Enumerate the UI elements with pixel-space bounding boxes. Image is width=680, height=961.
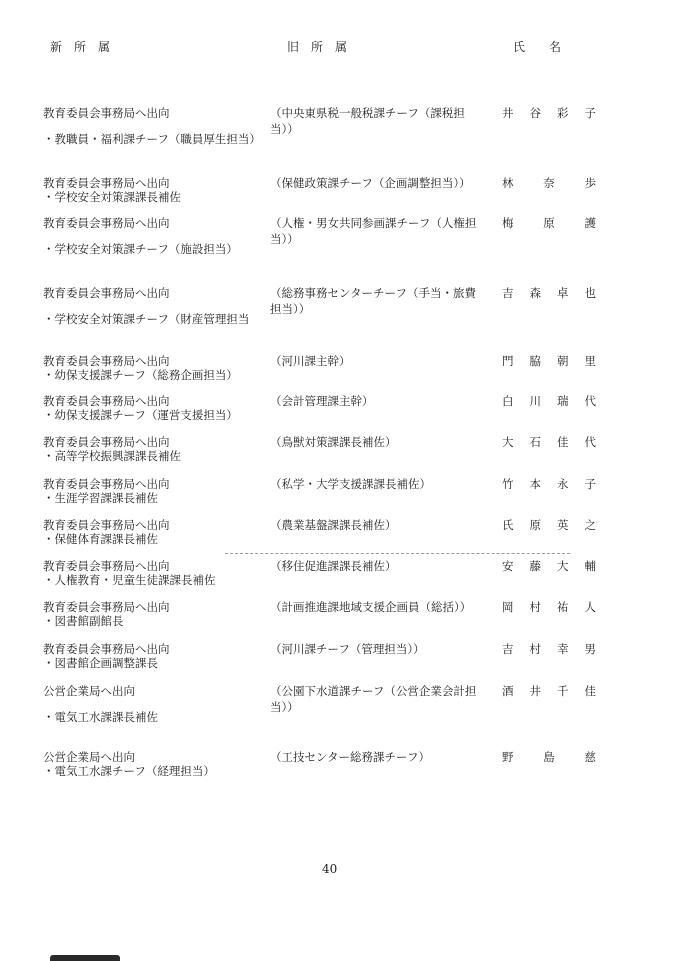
name-char: 子 (584, 477, 596, 491)
person-name (502, 353, 596, 369)
new-affiliation (43, 353, 258, 383)
header-old-affiliation: 旧 所 属 (287, 40, 348, 54)
name-char: 代 (584, 394, 596, 408)
name-char: 竹 (502, 477, 514, 491)
person-name (502, 641, 596, 657)
name-char: 脇 (529, 354, 541, 368)
name-char: 千 (557, 684, 569, 698)
old-affiliation: （農業基盤課課長補佐） (270, 518, 397, 532)
new-affiliation (43, 434, 258, 464)
new-affiliation-post: ・生涯学習課課長補佐 (43, 491, 158, 505)
new-affiliation-dept: 教育委員会事務局へ出向 (43, 642, 170, 656)
person-name (502, 476, 596, 492)
old-affiliation: （会計管理課主幹） (270, 394, 374, 408)
person-name (502, 517, 596, 533)
name-char: 輔 (584, 559, 596, 573)
name-char: 林 (502, 176, 514, 190)
person-name (502, 393, 596, 409)
header-new-affiliation: 新 所 属 (50, 40, 111, 54)
old-affiliation: （計画推進課地域支援企画員（総括）） (270, 600, 472, 614)
name-char: 吉 (502, 642, 514, 656)
name-char: 白 (502, 394, 514, 408)
old-affiliation: （中央東県税一般税課チーフ（課税担当）） (270, 106, 465, 136)
new-affiliation-post: ・幼保支援課チーフ（運営支援担当） (43, 408, 238, 422)
new-affiliation-post: ・図書館副館長 (43, 614, 124, 628)
new-affiliation-post: ・学校安全対策課課長補佐 (43, 190, 181, 204)
new-affiliation (43, 683, 258, 725)
new-affiliation-dept: 教育委員会事務局へ出向 (43, 477, 170, 491)
new-affiliation (43, 749, 258, 779)
name-char: 川 (529, 394, 541, 408)
new-affiliation-dept: 教育委員会事務局へ出向 (43, 559, 170, 573)
old-affiliation: （鳥獣対策課課長補佐） (270, 435, 397, 449)
new-affiliation-dept: 教育委員会事務局へ出向 (43, 216, 170, 230)
new-affiliation-dept: 公営企業局へ出向 (43, 684, 135, 698)
new-affiliation-post: ・幼保支援課チーフ（総務企画担当） (43, 368, 238, 382)
name-char: 野 (502, 750, 514, 764)
new-affiliation-dept: 教育委員会事務局へ出向 (43, 286, 170, 300)
name-char: 吉 (502, 286, 514, 300)
new-affiliation-dept: 教育委員会事務局へ出向 (43, 106, 170, 120)
new-affiliation-dept: 公営企業局へ出向 (43, 750, 135, 764)
name-char: 人 (584, 600, 596, 614)
name-char: 奈 (543, 176, 555, 190)
new-affiliation (43, 393, 258, 423)
name-char: 島 (543, 750, 555, 764)
new-affiliation (43, 641, 258, 671)
new-affiliation-post: ・高等学校振興課課長補佐 (43, 449, 181, 463)
name-char: 村 (529, 600, 541, 614)
person-name (502, 599, 596, 615)
new-affiliation-dept: 教育委員会事務局へ出向 (43, 600, 170, 614)
new-affiliation-dept: 教育委員会事務局へ出向 (43, 518, 170, 532)
person-name (502, 285, 596, 301)
scan-artifact-line (225, 553, 570, 554)
name-char: 祐 (557, 600, 569, 614)
name-char: 英 (557, 518, 569, 532)
new-affiliation-post: ・電気工水課チーフ（経理担当） (43, 764, 215, 778)
name-char: 卓 (557, 286, 569, 300)
old-affiliation: （私学・大学支援課課長補佐） (270, 477, 431, 491)
new-affiliation (43, 558, 258, 588)
new-affiliation (43, 215, 258, 257)
new-affiliation-post: ・図書館企画調整課長 (43, 656, 158, 670)
new-affiliation (43, 105, 261, 147)
person-name (502, 683, 596, 699)
new-affiliation-post: ・学校安全対策課チーフ（財産管理担当 (43, 312, 250, 326)
name-char: 子 (584, 106, 596, 120)
new-affiliation (43, 476, 258, 506)
name-char: 佳 (584, 684, 596, 698)
new-affiliation-post: ・学校安全対策課チーフ（施設担当） (43, 242, 238, 256)
old-affiliation: （河川課主幹） (270, 354, 351, 368)
old-affiliation: （河川課チーフ（管理担当）） (270, 642, 425, 656)
name-char: 井 (502, 106, 514, 120)
new-affiliation (43, 517, 258, 547)
name-char: 之 (584, 518, 596, 532)
person-name (502, 215, 596, 231)
scan-edge-mark (50, 955, 120, 961)
old-affiliation: （工技センター総務課チーフ） (270, 750, 430, 764)
new-affiliation-dept: 教育委員会事務局へ出向 (43, 354, 170, 368)
name-char: 男 (584, 642, 596, 656)
name-char: 朝 (557, 354, 569, 368)
new-affiliation-dept: 教育委員会事務局へ出向 (43, 394, 170, 408)
old-affiliation: （人権・男女共同参画課チーフ（人権担当）） (270, 216, 477, 246)
name-char: 井 (529, 684, 541, 698)
name-char: 村 (529, 642, 541, 656)
name-char: 谷 (529, 106, 541, 120)
name-char: 原 (543, 216, 555, 230)
name-char: 護 (584, 216, 596, 230)
old-affiliation: （公園下水道課チーフ（公営企業会計担当）） (270, 684, 477, 714)
name-char: 本 (529, 477, 541, 491)
page-number: 40 (322, 862, 338, 876)
name-char: 慈 (584, 750, 596, 764)
name-char: 安 (502, 559, 514, 573)
name-char: 彩 (557, 106, 569, 120)
old-affiliation: （総務事務センターチーフ（手当・旅費担当）） (270, 286, 476, 316)
name-char: 也 (584, 286, 596, 300)
new-affiliation-post: ・保健体育課課長補佐 (43, 532, 158, 546)
new-affiliation (43, 285, 258, 327)
new-affiliation-post: ・電気工水課課長補佐 (43, 710, 158, 724)
person-name (502, 558, 596, 574)
name-char: 梅 (502, 216, 514, 230)
new-affiliation-dept: 教育委員会事務局へ出向 (43, 176, 170, 190)
new-affiliation (43, 175, 258, 205)
name-char: 原 (529, 518, 541, 532)
person-name (502, 175, 596, 191)
name-char: 酒 (502, 684, 514, 698)
name-char: 森 (529, 286, 541, 300)
new-affiliation-post: ・教職員・福利課チーフ（職員厚生担当） (43, 132, 261, 146)
person-name (502, 749, 596, 765)
name-char: 大 (502, 435, 514, 449)
old-affiliation: （移住促進課課長補佐） (270, 559, 397, 573)
name-char: 氏 (502, 518, 514, 532)
person-name (502, 434, 596, 450)
old-affiliation: （保健政策課チーフ（企画調整担当）） (270, 176, 471, 190)
new-affiliation-dept: 教育委員会事務局へ出向 (43, 435, 170, 449)
name-char: 里 (584, 354, 596, 368)
new-affiliation (43, 599, 258, 629)
name-char: 大 (557, 559, 569, 573)
name-char: 歩 (584, 176, 596, 190)
name-char: 瑞 (557, 394, 569, 408)
person-name (502, 105, 596, 121)
header-name: 氏 名 (513, 40, 562, 54)
name-char: 岡 (502, 600, 514, 614)
name-char: 永 (557, 477, 569, 491)
name-char: 代 (584, 435, 596, 449)
new-affiliation-post: ・人権教育・児童生徒課課長補佐 (43, 573, 216, 587)
name-char: 佳 (557, 435, 569, 449)
name-char: 幸 (557, 642, 569, 656)
name-char: 門 (502, 354, 514, 368)
name-char: 藤 (529, 559, 541, 573)
name-char: 石 (529, 435, 541, 449)
